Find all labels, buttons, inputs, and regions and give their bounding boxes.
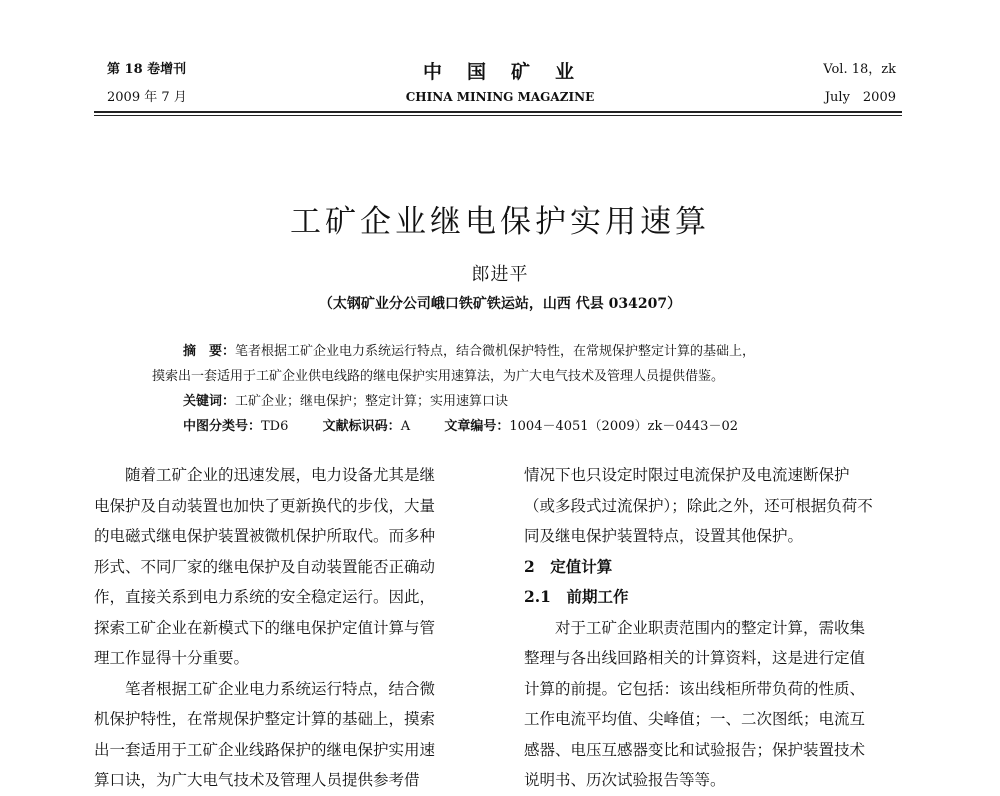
- doc-code-value: A: [400, 419, 411, 434]
- abstract-text-1: 笔者根据工矿企业电力系统运行特点，结合微机保护特性，在常规保护整定计算的基础上，: [235, 344, 756, 359]
- classification-line: [183, 418, 738, 436]
- paragraph-line: 对于工矿企业职责范围内的整定计算，需收集: [555, 618, 866, 637]
- paragraph-line: 同及继电保护装置特点，设置其他保护。: [524, 527, 804, 545]
- paragraph-line: 算口诀，为广大电气技术及管理人员提供参考借: [94, 771, 420, 789]
- keywords-label: 关键词：: [183, 394, 236, 409]
- paragraph-line: 探索工矿企业在新模式下的继电保护定值计算与管: [94, 618, 436, 637]
- paragraph-line: 的电磁式继电保护装置被微机保护所取代。而多种: [94, 527, 436, 545]
- clc-value: TD6: [261, 419, 289, 434]
- header-date-en: July 2009: [824, 90, 896, 105]
- header-issue: 第 18 卷增刊: [107, 62, 187, 77]
- header-rule-thin: [94, 115, 902, 116]
- paragraph-line: 形式、不同厂家的继电保护及自动装置能否正确动: [94, 557, 436, 576]
- clc-label: 中图分类号：: [183, 419, 262, 434]
- journal-title-cn: 中 国 矿 业: [422, 61, 577, 83]
- article-id-value: 1004－4051（2009）zk－0443－02: [509, 419, 738, 434]
- header-date: 2009 年 7 月: [107, 90, 187, 105]
- body-column-left: [94, 460, 476, 796]
- keywords-text: 工矿企业；继电保护；整定计算；实用速算口诀: [235, 394, 509, 409]
- header-volume: Vol. 18，zk: [823, 62, 896, 77]
- journal-title-en: CHINA MINING MAGAZINE: [405, 90, 595, 104]
- doc-code-label: 文献标识码：: [322, 419, 401, 434]
- paragraph-line: 出一套适用于工矿企业线路保护的继电保护实用速: [94, 740, 436, 759]
- paragraph-line: 感器、电压互感器变比和试验报告；保护装置技术: [524, 740, 866, 759]
- section-heading-2: 2 定值计算: [524, 556, 613, 576]
- article-id-label: 文章编号：: [444, 419, 510, 434]
- paragraph-line: 随着工矿企业的迅速发展，电力设备尤其是继: [125, 466, 436, 484]
- abstract-line-2: [152, 368, 724, 386]
- paragraph-line: 情况下也只设定时限过电流保护及电流速断保护: [524, 466, 850, 484]
- paragraph-line: 工作电流平均值、尖峰值；一、二次图纸；电流互: [524, 710, 866, 728]
- abstract-text-2: 摸索出一套适用于工矿企业供电线路的继电保护实用速算法，为广大电气技术及管理人员提供借鉴。: [152, 369, 725, 384]
- paragraph-line: 整理与各出线回路相关的计算资料，这是进行定值: [524, 649, 866, 667]
- abstract-label: 摘 要：: [183, 344, 236, 359]
- paragraph-line: 机保护特性，在常规保护整定计算的基础上，摸索: [94, 710, 436, 728]
- body-column-right: [524, 460, 906, 796]
- article-author: 郎进平: [471, 264, 529, 285]
- paragraph-line: （或多段式过流保护）；除此之外，还可根据负荷不: [524, 496, 873, 515]
- abstract-line-1: [183, 343, 755, 361]
- header-rule-thick: [94, 111, 902, 113]
- paragraph-line: 作，直接关系到电力系统的安全稳定运行。因此，: [94, 588, 436, 606]
- paragraph-line: 理工作显得十分重要。: [94, 649, 250, 667]
- subsection-heading-2-1: 2.1 前期工作: [524, 587, 629, 606]
- paragraph-line: 笔者根据工矿企业电力系统运行特点，结合微: [125, 679, 436, 698]
- paragraph-line: 计算的前提。它包括：该出线柜所带负荷的性质、: [524, 679, 866, 698]
- article-affiliation: （太钢矿业分公司峨口铁矿铁运站，山西 代县 034207）: [318, 296, 682, 312]
- paragraph-line: 电保护及自动装置也加快了更新换代的步伐，大量: [94, 496, 436, 515]
- paragraph-line: 说明书、历次试验报告等等。: [524, 771, 726, 789]
- keywords-line: [183, 393, 508, 411]
- article-title: 工矿企业继电保护实用速算: [290, 204, 710, 240]
